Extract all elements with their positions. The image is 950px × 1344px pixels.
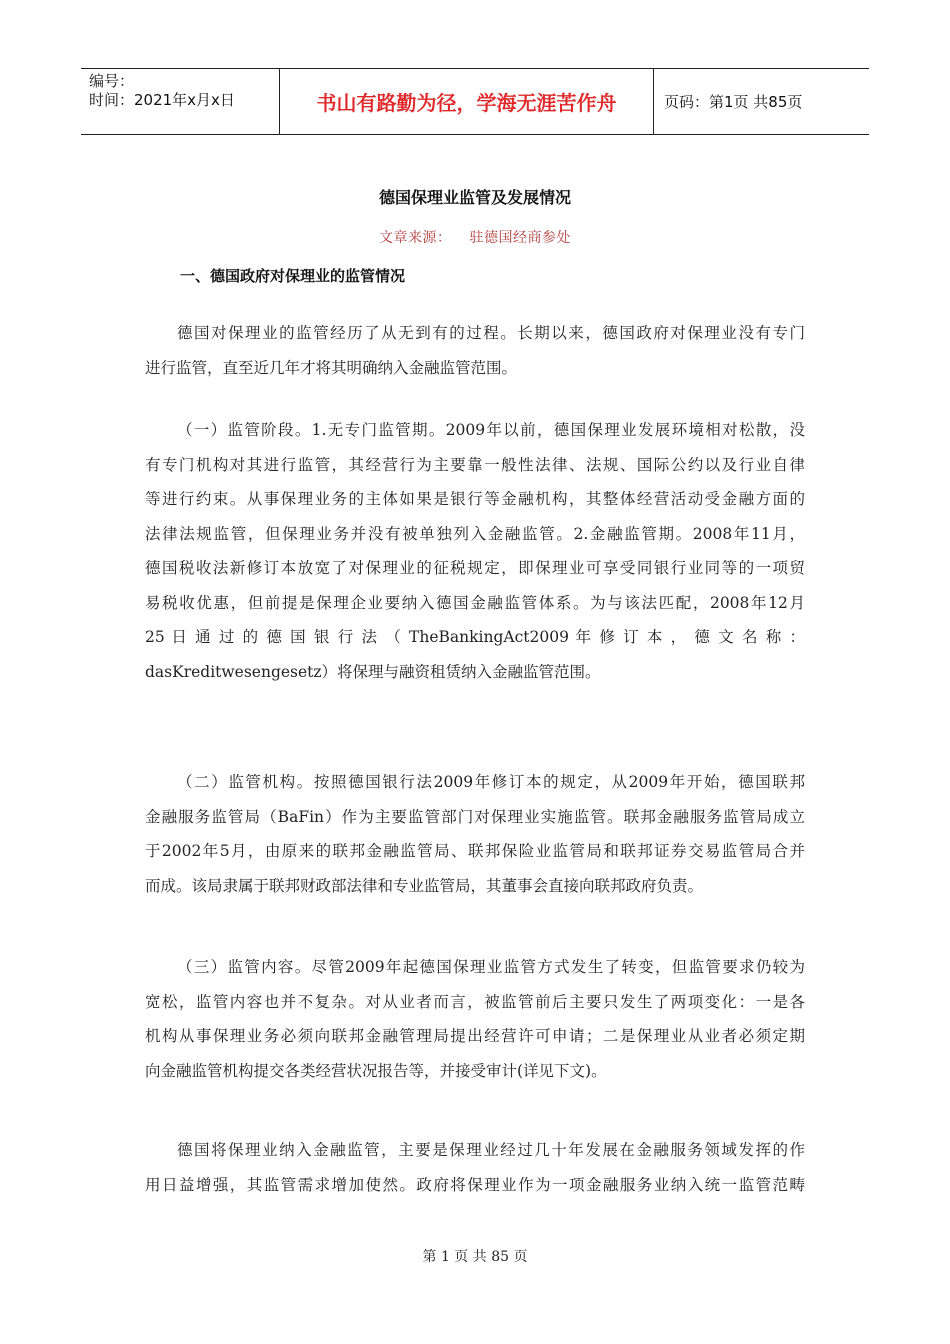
paragraph [145, 413, 805, 689]
paragraph-line: （三）监管内容。尽管2009年起德国保理业监管方式发生了转变，但监管要求仍较为 [177, 958, 805, 976]
paragraph-line: （一）监管阶段。1.无专门监管期。2009年以前，德国保理业发展环境相对松散，没 [177, 421, 805, 439]
paragraph-line: 德国税收法新修订本放宽了对保理业的征税规定，即保理业可享受同银行业同等的一项贸 [145, 559, 805, 577]
paragraph-line: 金融服务监管局（BaFin）作为主要监管部门对保理业实施监管。联邦金融服务监管局成立 [145, 807, 805, 826]
paragraph-line: dasKreditwesengesetz）将保理与融资租赁纳入金融监管范围。 [145, 662, 601, 681]
time-label: 时间：2021年x月x日 [89, 91, 235, 109]
paragraph-line: 有专门机构对其进行监管，其经营行为主要靠一般性法律、法规、国际公约以及行业自律 [145, 455, 805, 474]
paragraph-line: 进行监管，直至近几年才将其明确纳入金融监管范围。 [145, 358, 518, 377]
paragraph-line: 法律法规监管，但保理业务并没有被单独列入金融监管。2.金融监管期。2008年11月， [145, 524, 805, 543]
header-motto-cell [280, 69, 654, 134]
header-meta-cell [81, 69, 280, 134]
paragraph [145, 950, 805, 1088]
motto-text: 书山有路勤为径，学海无涯苦作舟 [316, 91, 617, 115]
source-value: 驻德国经商参处 [469, 230, 571, 246]
paragraph-line: 而成。该局隶属于联邦财政部法律和专业监管局，其董事会直接向联邦政府负责。 [145, 876, 704, 895]
document-source [0, 227, 950, 247]
paragraph-line: 等进行约束。从事保理业务的主体如果是银行等金融机构，其整体经营活动受金融方面的 [145, 490, 805, 508]
section-heading: 一、德国政府对保理业的监管情况 [180, 267, 406, 285]
page-code-text: 页码：第1页 共85页 [664, 93, 803, 111]
paragraph [145, 316, 805, 385]
page-footer: 第 1 页 共 85 页 [422, 1249, 528, 1265]
header-page-cell [654, 69, 869, 134]
paragraph [145, 765, 805, 903]
paragraph-line: 机构从事保理业务必须向联邦金融管理局提出经营许可申请；二是保理业从业者必须定期 [145, 1027, 805, 1045]
paragraph-line: （二）监管机构。按照德国银行法2009年修订本的规定，从2009年开始，德国联邦 [177, 773, 805, 791]
paragraph-line: 德国对保理业的监管经历了从无到有的过程。长期以来，德国政府对保理业没有专门 [177, 324, 805, 342]
paragraph-line: 宽松，监管内容也并不复杂。对从业者而言，被监管前后主要只发生了两项变化：一是各 [145, 992, 805, 1011]
paragraph [145, 1133, 805, 1202]
source-label: 文章来源： [379, 230, 452, 246]
header-table [81, 68, 869, 135]
paragraph-line: 25 日 通 过 的 德 国 银 行 法 （ TheBankingAct2009 年 修 订 本 ， 德 文 名 称 ： [145, 628, 805, 646]
serial-number-label: 编号： [89, 72, 135, 90]
paragraph-line: 德国将保理业纳入金融监管，主要是保理业经过几十年发展在金融服务领域发挥的作 [177, 1141, 805, 1159]
paragraph-line: 于2002年5月，由原来的联邦金融监管局、联邦保险业监管局和联邦证券交易监管局合并 [145, 842, 805, 860]
document-title: 德国保理业监管及发展情况 [378, 188, 571, 207]
paragraph-line: 向金融监管机构提交各类经营状况报告等，并接受审计(详见下文)。 [145, 1061, 607, 1080]
paragraph-line: 用日益增强，其监管需求增加使然。政府将保理业作为一项金融服务业纳入统一监管范畴 [145, 1175, 805, 1194]
paragraph-line: 易税收优惠，但前提是保理企业要纳入德国金融监管体系。为与该法匹配，2008年12月 [145, 593, 805, 612]
